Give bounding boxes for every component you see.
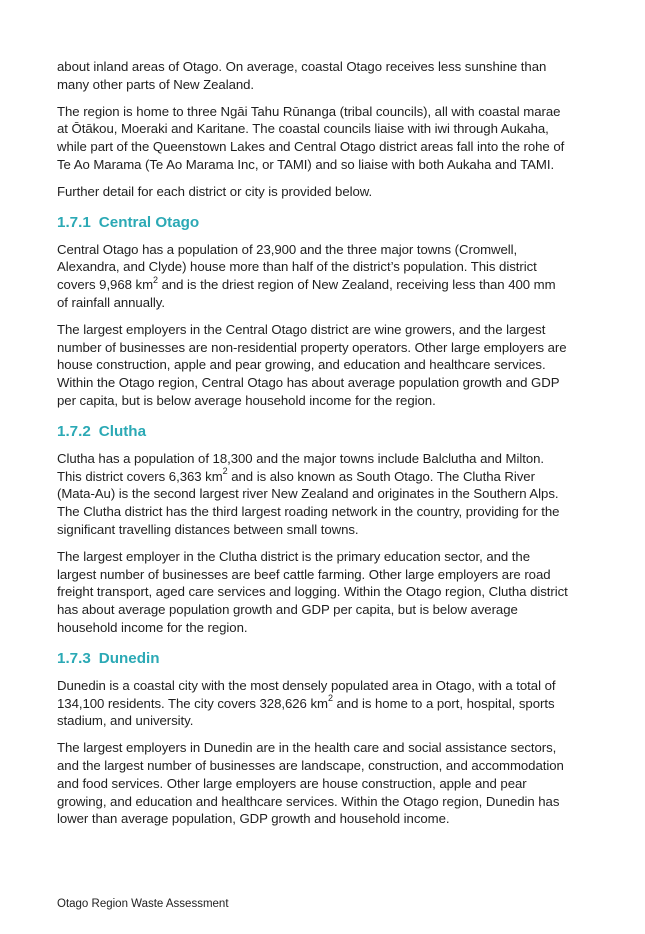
section-heading-clutha	[57, 423, 569, 441]
section-heading-dunedin	[57, 650, 569, 668]
page-footer: Otago Region Waste Assessment	[57, 898, 229, 910]
section-number: 1.7.1	[57, 213, 91, 231]
central-otago-paragraph-2: The largest employers in the Central Otago district are wine growers, and the largest number of businesses are non-residential property operators. Other large employers are house construction, apple and pear growing, and education and healthcare services. Within the Otago region, Central Otago has about average population growth and GDP per capita, but is below average household income for the region.	[57, 321, 567, 408]
text-span: Dunedin is a coastal city with the most densely populated area in Otago, with a total of 134,100 residents. The city covers 328,626 km	[57, 677, 556, 711]
section-number: 1.7.3	[57, 649, 91, 667]
text-span: and is home to a port, hospital, sports stadium, and university.	[57, 695, 555, 729]
intro-paragraph-1: about inland areas of Otago. On average, coastal Otago receives less sunshine than many other parts of New Zealand.	[57, 59, 547, 92]
dunedin-paragraph-1	[57, 677, 569, 730]
section-title: Dunedin	[98, 649, 160, 667]
superscript: 2	[222, 466, 228, 477]
superscript: 2	[327, 693, 333, 704]
intro-paragraph-3: Further detail for each district or city is provided below.	[57, 183, 373, 199]
clutha-paragraph-2: The largest employer in the Clutha district is the primary education sector, and the largest number of businesses are beef cattle farming. Other large employers are road freight transport, aged care services and logging. Within the Otago region, Clutha district has about average population growth and GDP per capita, but is below average household income for the region.	[57, 548, 568, 635]
text-span: and is also known as South Otago. The Clutha River (Mata-Au) is the second largest river New Zealand and originates in the Southern Alps. The Clutha district has the third largest roading network in the country, providing for the significant travelling distances between small towns.	[57, 468, 560, 537]
section-heading-central-otago	[57, 214, 569, 232]
intro-paragraph-2: The region is home to three Ngāi Tahu Rūnanga (tribal councils), all with coastal marae at Ōtākou, Moeraki and Karitane. The coastal councils liaise with iwi through Aukaha, while part of the Queenstown Lakes and Central Otago district areas fall into the rohe of Te Ao Marama (Te Ao Marama Inc, or TAMI) and so liaise with both Aukaha and TAMI.	[57, 103, 565, 172]
section-number: 1.7.2	[57, 422, 91, 440]
clutha-paragraph-1	[57, 450, 569, 539]
central-otago-paragraph-1	[57, 241, 569, 312]
section-title: Clutha	[98, 422, 147, 440]
superscript: 2	[153, 274, 158, 285]
text-span: Central Otago has a population of 23,900 and the three major towns (Cromwell, Alexandra, and Clyde) house more than half of the district’s population. This district covers 9,968 km	[57, 241, 537, 293]
section-title: Central Otago	[98, 213, 200, 231]
dunedin-paragraph-2: The largest employers in Dunedin are in the health care and social assistance sectors, and the largest number of businesses are landscape, construction, and accommodation and food services. Other large employers are house construction, apple and pear growing, and education and healthcare services. Within the Otago region, Dunedin has lower than average population, GDP growth and household income.	[57, 740, 564, 827]
text-span: Clutha has a population of 18,300 and the major towns include Balclutha and Milton. This district covers 6,363 km	[57, 450, 545, 484]
text-span: and is the driest region of New Zealand, receiving less than 400 mm of rainfall annually.	[57, 277, 556, 310]
document-body	[57, 58, 569, 837]
